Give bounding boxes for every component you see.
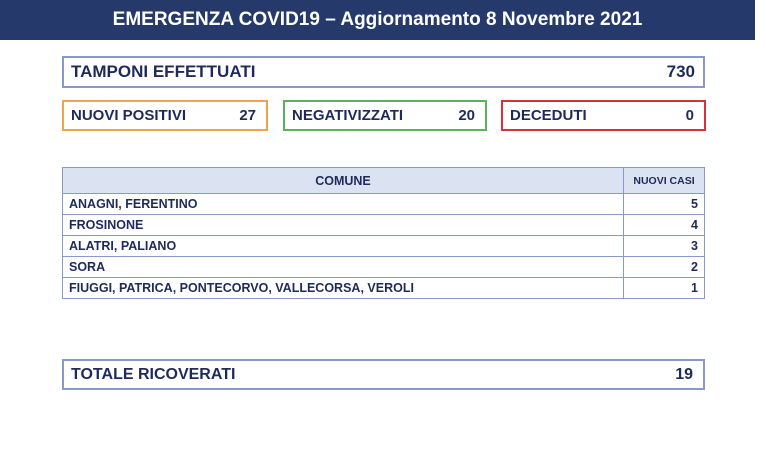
row-casi: 5 [624, 194, 705, 215]
page-title-text: EMERGENZA COVID19 – Aggiornamento 8 Novembre 2021 [112, 9, 643, 30]
nuovi-positivi-value: 27 [239, 107, 256, 124]
row-comune: FIUGGI, PATRICA, PONTECORVO, VALLECORSA, VEROLI [63, 278, 624, 299]
table-row [63, 278, 705, 299]
header-comune: COMUNE [63, 168, 624, 194]
totale-ricoverati-value: 19 [675, 365, 693, 383]
row-comune: ALATRI, PALIANO [63, 236, 624, 257]
table-header-row [63, 168, 705, 194]
totale-ricoverati-label: TOTALE RICOVERATI [71, 365, 236, 383]
row-casi: 2 [624, 257, 705, 278]
deceduti-label: DECEDUTI [510, 107, 587, 124]
tamponi-label: TAMPONI EFFETTUATI [71, 62, 256, 81]
row-casi: 1 [624, 278, 705, 299]
row-comune: FROSINONE [63, 215, 624, 236]
table-row [63, 236, 705, 257]
negativizzati-label: NEGATIVIZZATI [292, 107, 404, 124]
header-nuovi-casi: NUOVI CASI [624, 168, 705, 194]
nuovi-positivi-box [62, 100, 268, 131]
comuni-table [62, 167, 705, 299]
deceduti-value: 0 [685, 107, 694, 124]
nuovi-positivi-label: NUOVI POSITIVI [71, 107, 187, 124]
page-title [0, 0, 755, 40]
table-row [63, 257, 705, 278]
deceduti-box [501, 100, 706, 131]
totale-ricoverati-box [62, 359, 705, 390]
table-row [63, 215, 705, 236]
row-comune: ANAGNI, FERENTINO [63, 194, 624, 215]
negativizzati-value: 20 [458, 107, 475, 124]
row-comune: SORA [63, 257, 624, 278]
row-casi: 4 [624, 215, 705, 236]
tamponi-box [62, 56, 705, 88]
table-row [63, 194, 705, 215]
tamponi-value: 730 [666, 62, 695, 81]
row-casi: 3 [624, 236, 705, 257]
negativizzati-box [283, 100, 487, 131]
